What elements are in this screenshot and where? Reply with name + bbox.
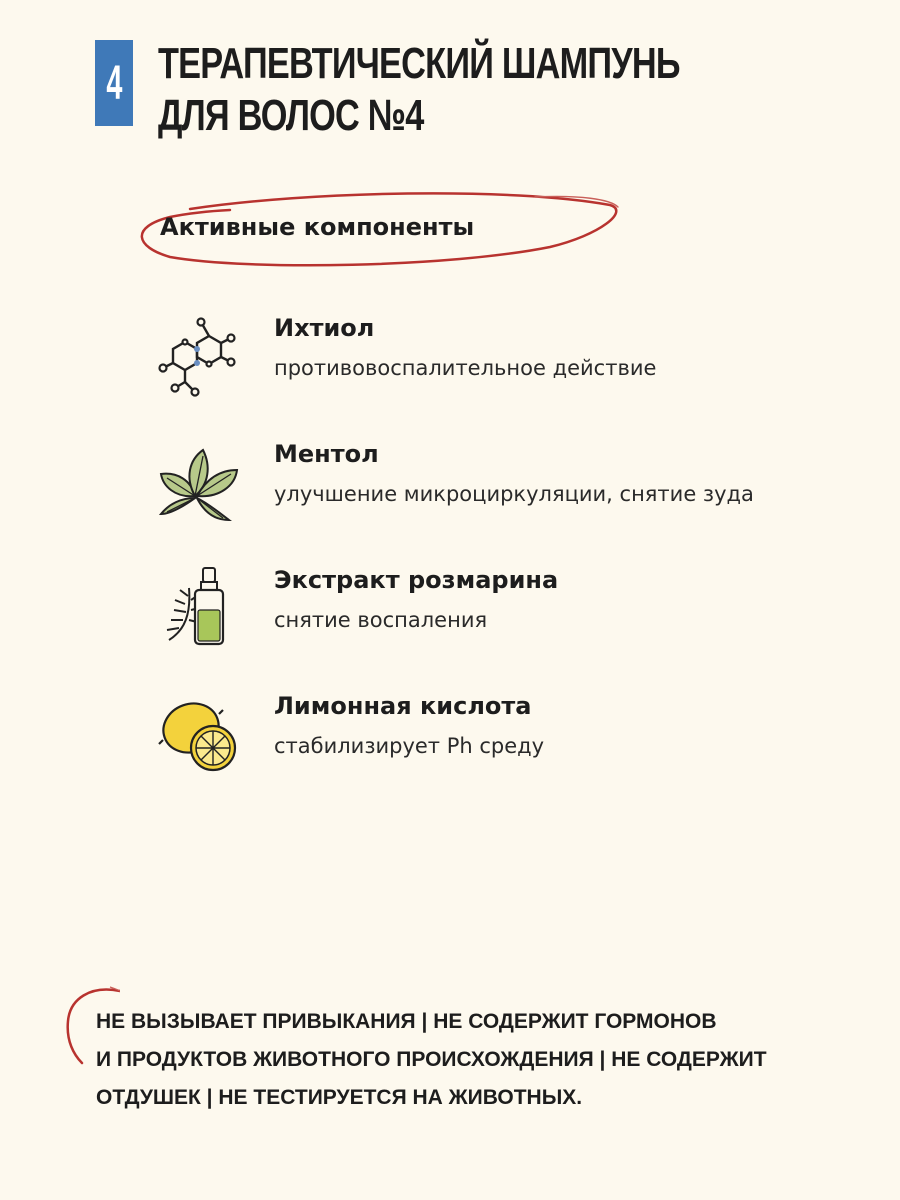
footer-claims <box>60 985 880 1115</box>
section-title: Активные компоненты <box>160 213 475 241</box>
number-badge-label: 4 <box>105 56 123 110</box>
component-item-rosemary <box>155 564 875 654</box>
component-description: противовоспалительное действие <box>274 356 657 380</box>
lemon-icon <box>155 690 245 780</box>
page-title <box>158 38 680 142</box>
component-description: улучшение микроциркуляции, снятие зуда <box>274 482 754 506</box>
page-title-line1: ТЕРАПЕВТИЧЕСКИЙ ШАМПУНЬ <box>158 39 680 88</box>
footer-line: НЕ ВЫЗЫВАЕТ ПРИВЫКАНИЯ | НЕ СОДЕРЖИТ ГОРМОНОВ <box>96 1010 717 1033</box>
mint-leaves-icon <box>155 438 245 528</box>
footer-line: И ПРОДУКТОВ ЖИВОТНОГО ПРОИСХОЖДЕНИЯ | НЕ СОДЕРЖИТ <box>96 1048 767 1071</box>
component-description: снятие воспаления <box>274 608 488 632</box>
rosemary-bottle-icon <box>155 564 245 654</box>
component-item-menthol <box>155 438 875 528</box>
molecule-icon <box>155 312 245 402</box>
component-name: Ихтиол <box>274 314 375 342</box>
number-badge <box>95 40 133 126</box>
component-item-citric-acid <box>155 690 875 780</box>
component-item-ichthyol <box>155 312 875 402</box>
footer-line: ОТДУШЕК | НЕ ТЕСТИРУЕТСЯ НА ЖИВОТНЫХ. <box>96 1086 583 1109</box>
component-name: Экстракт розмарина <box>274 566 559 594</box>
component-description: стабилизирует Ph среду <box>274 734 545 758</box>
page-title-line2: ДЛЯ ВОЛОС №4 <box>158 91 424 140</box>
component-name: Ментол <box>274 440 379 468</box>
section-header <box>130 185 630 275</box>
component-name: Лимонная кислота <box>274 692 532 720</box>
